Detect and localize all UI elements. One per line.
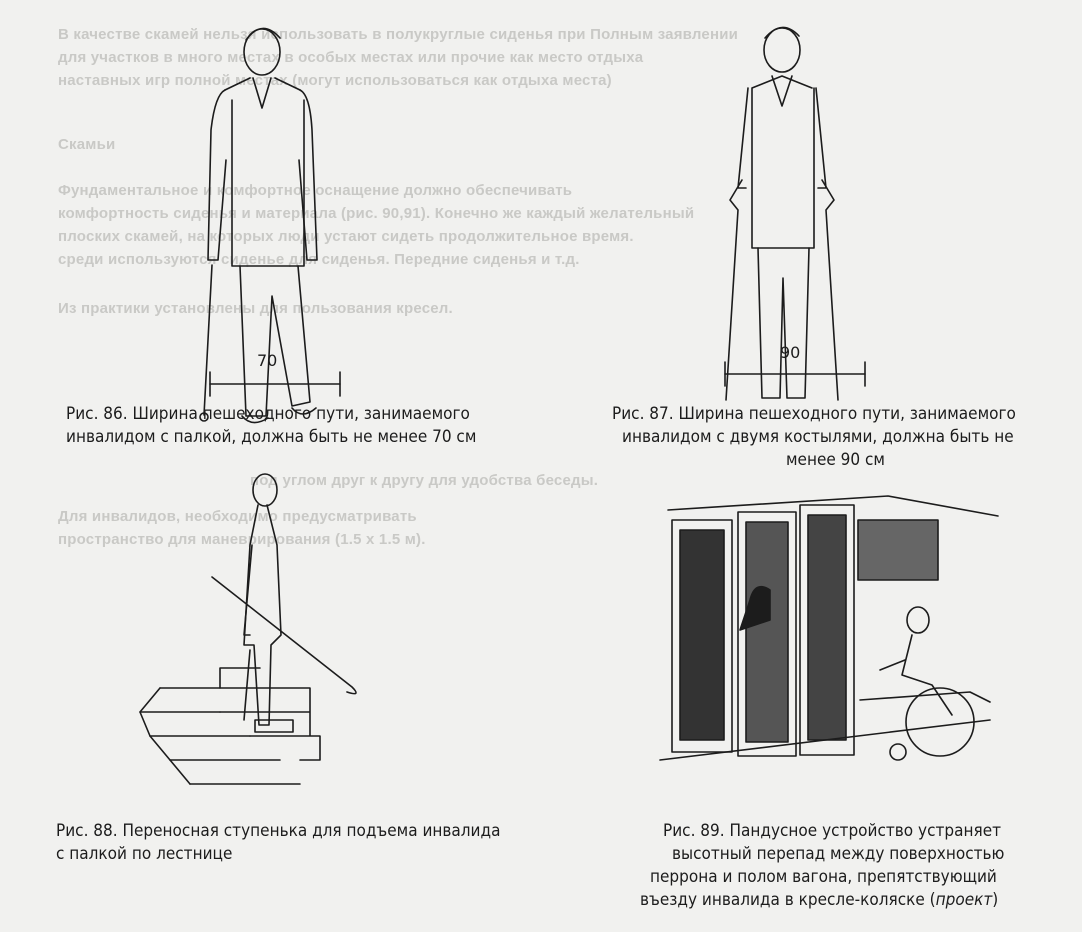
- caption-line: Рис. 87. Ширина пешеходного пути, занимаемого: [612, 404, 1016, 424]
- bleed-line: Для инвалидов, необходимо предусматривать: [58, 508, 417, 525]
- caption-line: [640, 889, 998, 912]
- train-car-ramp-illustration: [660, 496, 998, 760]
- bleed-line: В качестве скамей нельзя использовать в полукруглые сиденья при Полным заявлении: [58, 26, 739, 43]
- dimension-label-90: 90: [780, 343, 801, 362]
- caption-line: менее 90 см: [786, 450, 885, 470]
- caption-line: инвалидом с палкой, должна быть не менее 70 см: [66, 427, 477, 447]
- caption-text: въезду инвалида в кресле-коляске (: [640, 890, 936, 910]
- caption-italic: проект: [935, 890, 993, 910]
- stairs-with-portable-step-illustration: [140, 474, 356, 784]
- bleed-line: наставных игр полной местах (могут использоваться как отдыха места): [58, 72, 612, 89]
- bleed-line: под углом друг к другу для удобства беседы.: [250, 472, 599, 489]
- bleed-line: Из практики установлены для пользования кресел.: [58, 300, 453, 317]
- caption-line: Рис. 89. Пандусное устройство устраняет: [663, 821, 1002, 841]
- dimension-label-70: 70: [257, 351, 278, 370]
- caption-line: инвалидом с двумя костылями, должна быть не: [622, 427, 1014, 447]
- caption-line: с палкой по лестнице: [56, 844, 233, 864]
- caption-line: Рис. 88. Переносная ступенька для подъема инвалида: [56, 821, 501, 841]
- bleed-line: Скамьи: [58, 136, 116, 153]
- caption-line: перрона и полом вагона, препятствующий: [650, 867, 997, 887]
- caption-text: ): [992, 890, 999, 910]
- bleed-line: для участков в много местах в особых местах или прочие как место отдыха: [58, 49, 644, 66]
- caption-line: Рис. 86. Ширина пешеходного пути, занимаемого: [66, 404, 470, 424]
- dimension-line-90: [725, 362, 865, 386]
- bleed-line: пространство для маневрирования (1.5 х 1.5 м).: [58, 531, 426, 548]
- bleed-line: среди используются сиденье для сиденья. Передние сиденья и т.д.: [58, 251, 580, 268]
- bleed-line: Фундаментальное и комфортное оснащение должно обеспечивать: [58, 182, 573, 199]
- bleed-line: плоских скамей, на которых люди устают сидеть продолжительное время.: [58, 228, 634, 245]
- bleed-line: комфортность сиденья и материала (рис. 90,91). Конечно же каждый желательный: [58, 205, 695, 222]
- dimension-line-70: [210, 372, 340, 396]
- caption-line: высотный перепад между поверхностью: [672, 844, 1005, 864]
